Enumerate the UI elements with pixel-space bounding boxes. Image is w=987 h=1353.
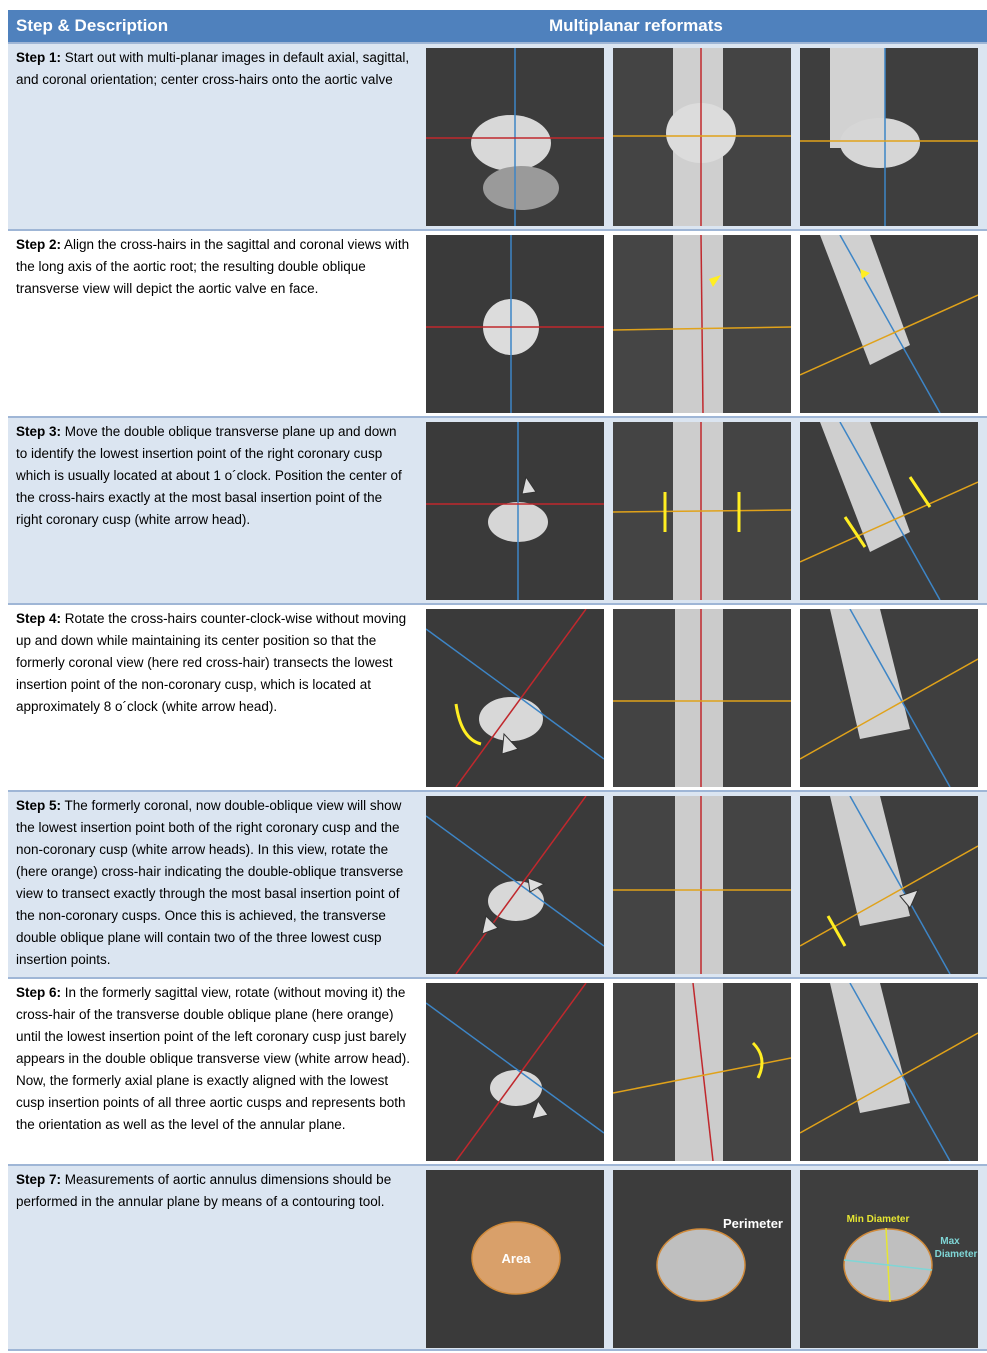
step-4-axial-image <box>426 609 604 787</box>
step-7-label: Step 7: <box>16 1172 62 1187</box>
step-2-text: Align the cross-hairs in the sagittal and coronal views with the long axis of the aortic root; the resulting double oblique transverse view will depict the aortic valve en face. <box>16 237 410 296</box>
area-label: Area <box>501 1251 531 1266</box>
step-7-description <box>16 1169 411 1213</box>
table-header <box>8 10 987 42</box>
step-6-description <box>16 982 411 1136</box>
step-row-7 <box>8 1164 987 1351</box>
header-multiplanar-reformats: Multiplanar reformats <box>549 16 723 35</box>
step-5-axial-image <box>426 796 604 974</box>
step-1-description <box>16 47 411 91</box>
step-1-label: Step 1: <box>16 50 62 65</box>
step-row-1 <box>8 42 987 229</box>
step-5-coronal-image <box>800 796 978 974</box>
step-6-label: Step 6: <box>16 985 62 1000</box>
step-3-axial-image <box>426 422 604 600</box>
step-7-area-image <box>426 1170 604 1348</box>
step-row-4 <box>8 603 987 790</box>
step-4-sagittal-image <box>613 609 791 787</box>
step-6-coronal-image <box>800 983 978 1161</box>
step-5-sagittal-image <box>613 796 791 974</box>
step-5-label: Step 5: <box>16 798 62 813</box>
step-6-sagittal-image <box>613 983 791 1161</box>
step-4-description <box>16 608 411 718</box>
step-1-coronal-image <box>800 48 978 226</box>
step-7-diameter-image <box>800 1170 978 1348</box>
max-diameter-label-2: Diameter <box>934 1249 978 1260</box>
step-1-axial-image <box>426 48 604 226</box>
step-6-axial-image <box>426 983 604 1161</box>
step-4-coronal-image <box>800 609 978 787</box>
step-2-label: Step 2: <box>16 237 62 252</box>
step-3-text: Move the double oblique transverse plane up and down to identify the lowest insertion point of the right coronary cusp which is usually located at about 1 o´clock. Position the center of the cross-hairs exactly at the most basal insertion point of the right coronary cusp (white arrow head). <box>16 424 402 527</box>
step-5-text: The formerly coronal, now double-oblique view will show the lowest insertion point both of the right coronary cusp and the non-coronary cusp (white arrow heads). In this view, rotate the (here orange) cross-hair indicating the double-oblique transverse view to transect exactly through the most basal insertion point of the non-coronary cusps. Once this is achieved, the transverse double oblique plane will contain two of the three lowest cusp insertion points. <box>16 798 404 967</box>
step-4-label: Step 4: <box>16 611 62 626</box>
max-diameter-label-1: Max <box>940 1236 960 1247</box>
step-7-perimeter-image <box>613 1170 791 1348</box>
step-1-text: Start out with multi-planar images in default axial, sagittal, and coronal orientation; center cross-hairs onto the aortic valve <box>16 50 410 87</box>
step-row-2 <box>8 229 987 416</box>
perimeter-label: Perimeter <box>723 1216 783 1231</box>
step-6-text: In the formerly sagittal view, rotate (without moving it) the cross-hair of the transverse double oblique plane (here orange) until the lowest insertion point of the left coronary cusp just barely appears in the double oblique transverse view (white arrow head). Now, the formerly axial plane is exactly aligned with the lowest cusp insertion points of all three aortic cusps and represents both the orientation as well as the level of the annular plane. <box>16 985 410 1132</box>
figure-table <box>8 10 987 1353</box>
step-row-5 <box>8 790 987 977</box>
step-1-sagittal-image <box>613 48 791 226</box>
step-7-text: Measurements of aortic annulus dimensions should be performed in the annular plane by means of a contouring tool. <box>16 1172 392 1209</box>
step-row-3 <box>8 416 987 603</box>
step-2-description <box>16 234 411 300</box>
min-diameter-label: Min Diameter <box>846 1214 910 1225</box>
header-step-description: Step & Description <box>16 16 169 35</box>
step-3-coronal-image <box>800 422 978 600</box>
step-3-label: Step 3: <box>16 424 62 439</box>
step-5-description <box>16 795 411 971</box>
step-3-sagittal-image <box>613 422 791 600</box>
step-2-sagittal-image <box>613 235 791 413</box>
step-4-text: Rotate the cross-hairs counter-clock-wise without moving up and down while maintaining its center position so that the formerly coronal view (here red cross-hair) transects the lowest insertion point of the non-coronary cusp, which is located at approximately 8 o´clock (white arrow head). <box>16 611 407 714</box>
step-row-6 <box>8 977 987 1164</box>
step-2-axial-image <box>426 235 604 413</box>
step-3-description <box>16 421 411 531</box>
step-2-coronal-image <box>800 235 978 413</box>
